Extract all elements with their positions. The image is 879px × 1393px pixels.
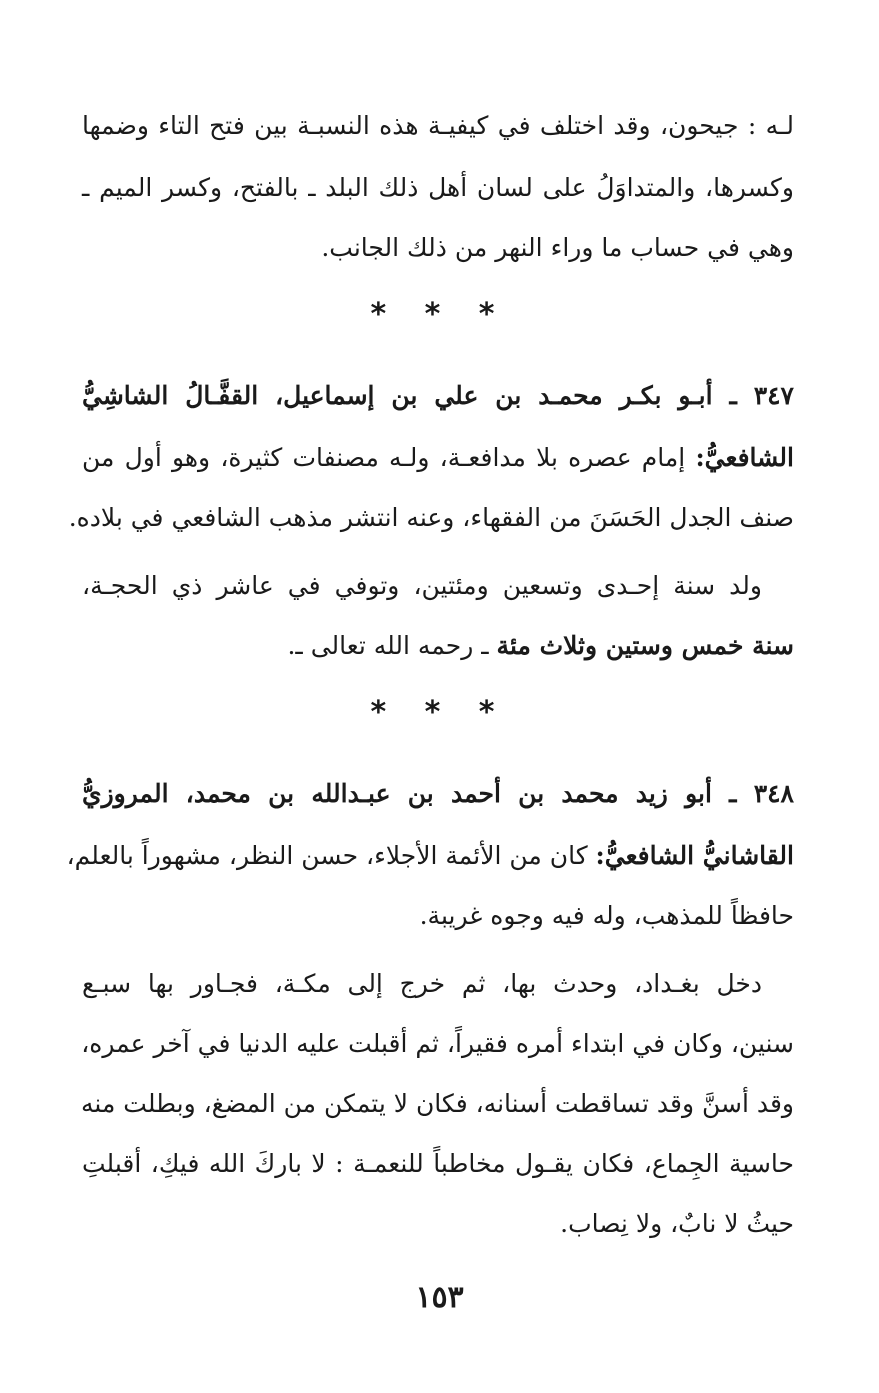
entry-348-heading-cont: القاشانيُّ الشافعيُّ:: [595, 841, 794, 870]
text-line: دخل بغـداد، وحدث بها، ثم خرج إلى مكـة، فجـاور بها سبـع: [82, 969, 762, 998]
text-line: لـه : جيحون، وقد اختلف في كيفيـة هذه النسبـة بين فتح التاء وضمها: [82, 111, 794, 140]
text-line: صنف الجدل الحَسَنَ من الفقهاء، وعنه انتشر مذهب الشافعي في بلاده.: [68, 503, 794, 532]
entry-347-heading-cont: الشافعيُّ:: [695, 443, 794, 472]
death-date: سنة خمس وستين وثلاث مئة: [496, 631, 794, 660]
text-line: وقد أسنَّ وقد تساقطت أسنانه، فكان لا يتمكن من المضغ، وبطلت منه: [81, 1089, 794, 1118]
section-separator: * * *: [370, 695, 509, 730]
text-line: [66, 838, 794, 874]
text-line: وهي في حساب ما وراء النهر من ذلك الجانب.: [321, 233, 794, 262]
text-line: [82, 628, 794, 664]
section-separator: * * *: [370, 297, 509, 332]
text-line: سنين، وكان في ابتداء أمره فقيراً، ثم أقبلت عليه الدنيا في آخر عمره،: [81, 1029, 794, 1058]
entry-347-heading: ٣٤٧ ـ أبـو بكـر محمـد بن علي بن إسماعيل، القفَّـالُ الشاشِيُّ: [82, 381, 794, 410]
entry-348-heading: ٣٤٨ ـ أبو زيد محمد بن أحمد بن عبـدالله بن محمد، المروزيُّ: [82, 779, 794, 808]
text-line: ولد سنة إحـدى وتسعين ومئتين، وتوفي في عاشر ذي الحجـة،: [82, 571, 762, 600]
text-line: وكسرها، والمتداوَلُ على لسان أهل ذلك البلد ـ بالفتح، وكسر الميم ـ: [82, 173, 794, 202]
entry-347-text: إمام عصره بلا مدافعـة، ولـه مصنفات كثيرة، وهو أول من: [82, 443, 686, 472]
blessing-text: ـ رحمه الله تعالى ـ.: [287, 631, 489, 660]
text-line: [82, 440, 794, 476]
text-line: حيثُ لا نابٌ، ولا نِصاب.: [560, 1209, 794, 1238]
text-line: حافظاً للمذهب، وله فيه وجوه غريبة.: [419, 901, 794, 930]
text-line: حاسية الجِماع، فكان يقـول مخاطباً للنعمـة : لا باركَ الله فيكِ، أقبلتِ: [82, 1149, 794, 1178]
page-number: ١٥٣: [415, 1280, 464, 1315]
entry-348-text: كان من الأئمة الأجلاء، حسن النظر، مشهوراً بالعلم،: [66, 841, 588, 870]
